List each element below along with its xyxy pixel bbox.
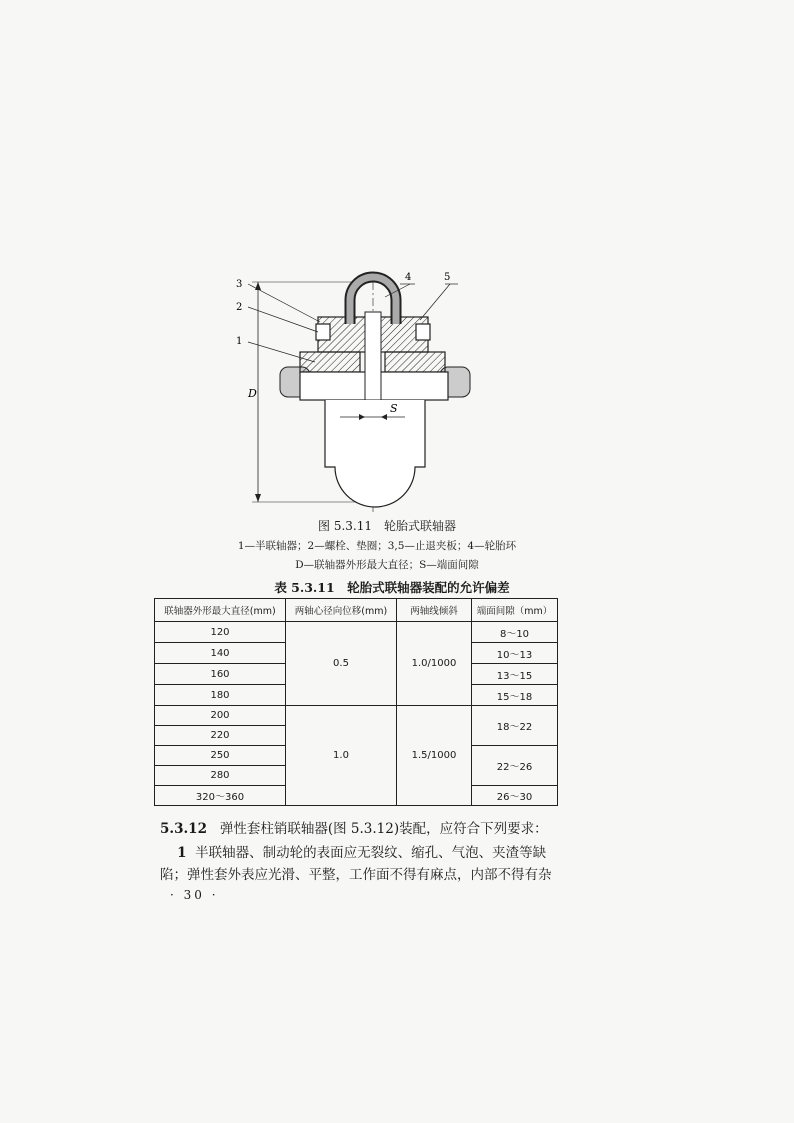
table-row — [155, 706, 558, 726]
tilt-cell: 1.5/1000 — [397, 706, 472, 806]
diameter-cell: 120 — [155, 622, 286, 643]
gap-cell: 22～26 — [472, 746, 558, 786]
section-title: 弹性套柱销联轴器(图 5.3.12)装配，应符合下列要求： — [219, 821, 548, 837]
table-title: 表 5.3.11 轮胎式联轴器装配的允许偏差 — [274, 580, 510, 595]
callout-4: 4 — [405, 272, 412, 283]
diameter-cell: 250 — [155, 746, 286, 766]
item-number: 1 — [177, 845, 187, 861]
radial-cell: 0.5 — [286, 622, 397, 706]
diameter-cell: 180 — [155, 685, 286, 706]
header-gap: 端面间隙（mm） — [472, 599, 558, 622]
diameter-cell: 200 — [155, 706, 286, 726]
header-radial: 两轴心径向位移(mm) — [286, 599, 397, 622]
callout-5: 5 — [444, 272, 451, 283]
gap-cell: 8～10 — [472, 622, 558, 643]
diameter-cell: 320～360 — [155, 786, 286, 806]
gap-cell: 13～15 — [472, 664, 558, 685]
dim-d-label: D — [248, 387, 257, 400]
section-number: 5.3.12 — [160, 821, 207, 837]
item-text-1: 半联轴器、制动轮的表面应无裂纹、缩孔、气泡、夹渣等缺 — [195, 845, 547, 861]
section-heading — [160, 818, 560, 841]
gap-cell: 15～18 — [472, 685, 558, 706]
paragraph-line-2: 陷；弹性套外表应光滑、平整，工作面不得有麻点，内部不得有杂 — [160, 867, 552, 883]
diameter-cell: 280 — [155, 766, 286, 786]
table-row — [155, 622, 558, 643]
tolerance-table — [154, 598, 558, 806]
gap-cell: 10～13 — [472, 643, 558, 664]
callout-2: 2 — [236, 302, 243, 313]
diameter-cell: 160 — [155, 664, 286, 685]
callout-3: 3 — [236, 279, 243, 290]
table-header-row — [155, 599, 558, 622]
figure-legend-2: D—联轴器外形最大直径；S—端面间隙 — [295, 559, 479, 571]
diameter-cell: 220 — [155, 726, 286, 746]
diameter-cell: 140 — [155, 643, 286, 664]
page-number: · 30 · — [170, 888, 219, 902]
gap-cell: 26～30 — [472, 786, 558, 806]
header-tilt: 两轴线倾斜 — [397, 599, 472, 622]
coupling-drawing — [200, 262, 520, 517]
tilt-cell: 1.0/1000 — [397, 622, 472, 706]
paragraph-line-1 — [160, 842, 560, 865]
figure-caption: 图 5.3.11 轮胎式联轴器 — [318, 519, 456, 533]
gap-cell: 18～22 — [472, 706, 558, 746]
callout-1: 1 — [236, 336, 243, 347]
header-diameter: 联轴器外形最大直径(mm) — [155, 599, 286, 622]
radial-cell: 1.0 — [286, 706, 397, 806]
figure-legend-1: 1—半联轴器；2—螺栓、垫圈；3,5—止退夹板；4—轮胎环 — [237, 540, 517, 552]
dim-s-label: S — [390, 402, 398, 415]
